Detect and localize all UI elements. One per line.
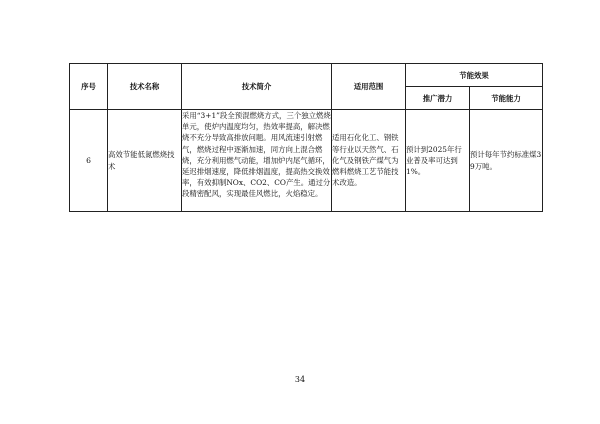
cell-promotion-potential: 预计到2025年行业普及率可达到1%。 bbox=[406, 110, 470, 212]
cell-scope: 适用石化化工、钢铁等行业以天然气、石化气及钢铁产煤气为燃料燃烧工艺节能技术改造。 bbox=[332, 110, 406, 212]
cell-saving-capacity: 预计每年节约标准煤39万吨。 bbox=[470, 110, 543, 212]
cell-technology-name: 高效节能低氮燃烧技术 bbox=[108, 110, 182, 212]
header-technology-name: 技术名称 bbox=[108, 64, 182, 110]
header-saving-capacity: 节能能力 bbox=[470, 87, 543, 110]
header-technology-intro: 技术简介 bbox=[182, 64, 332, 110]
header-promotion-potential: 推广潜力 bbox=[406, 87, 470, 110]
table-row bbox=[70, 110, 543, 212]
header-seq: 序号 bbox=[70, 64, 108, 110]
cell-seq: 6 bbox=[70, 110, 108, 212]
table-header-row bbox=[70, 64, 543, 87]
cell-technology-intro: 采用“3+1”段全预混燃烧方式，三个独立燃烧单元，使炉内温度均匀，热效率提高，解决燃烧不充分导致高排放问题。用风流速引射燃气，燃烧过程中逐渐加速，同方向上混合燃烧，充分利用燃气动能，增加炉内尾气循环，延迟排烟速度，降低排烟温度，提高热交换效率，有效抑制NOx、CO2、CO产生。通过分段精密配风，实现最佳风燃比，火焰稳定。 bbox=[182, 110, 332, 212]
energy-saving-technology-table bbox=[69, 63, 543, 212]
page-number: 34 bbox=[294, 375, 306, 384]
header-scope: 适用范围 bbox=[332, 64, 406, 110]
header-energy-saving-effect: 节能效果 bbox=[406, 64, 543, 87]
